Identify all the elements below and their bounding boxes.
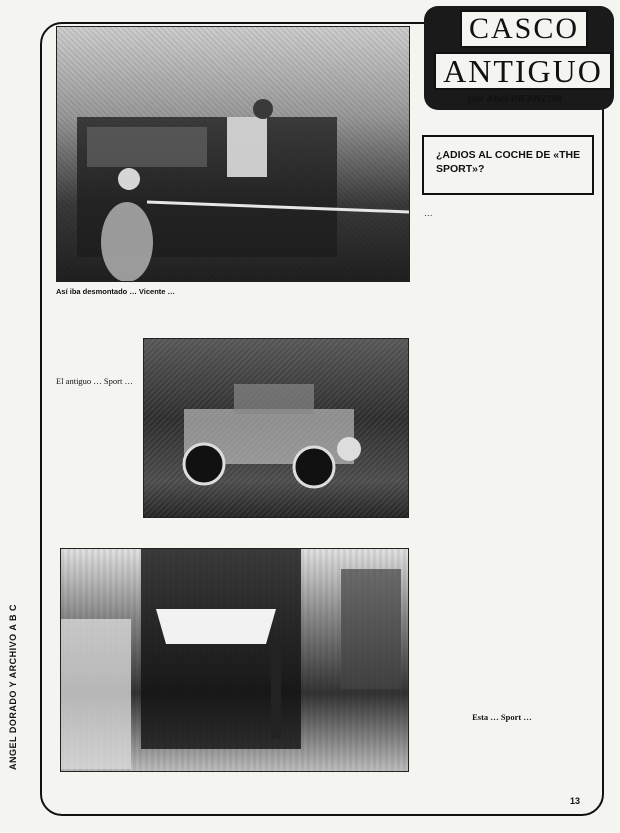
photo-credit: ANGEL DORADO Y ARCHIVO A B C [8,603,18,770]
photo-vintage-car [143,338,409,518]
article-body: … [424,208,433,218]
photo-dismantled-car [56,26,410,282]
photo-caption-bottom: Esta … Sport … [472,712,532,722]
photo-caption-top: Así iba desmontado … Vicente … [56,287,176,296]
masthead-line-1: CASCO [460,10,588,48]
article-headline: ¿ADIOS AL COCHE DE «THE SPORT»? [436,149,581,175]
photo-storefront [60,548,409,772]
byline: por Abel INFANZON [468,94,563,105]
side-column-text: El antiguo … Sport … [56,376,133,386]
page-number: 13 [570,796,581,806]
masthead-line-2: ANTIGUO [434,52,612,90]
